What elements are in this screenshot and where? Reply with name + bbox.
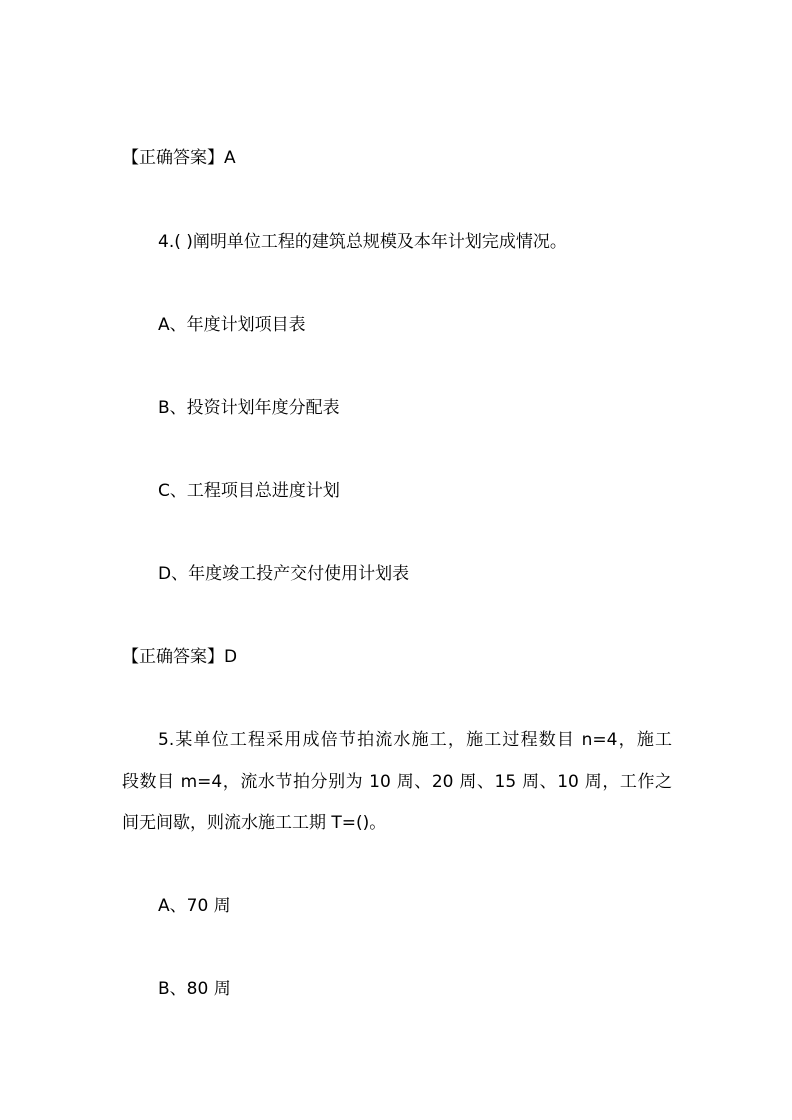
q4-option-a: A、年度计划项目表 — [158, 315, 306, 335]
q4-option-c: C、工程项目总进度计划 — [158, 481, 340, 501]
q5-option-b: B、80 周 — [158, 979, 231, 999]
q4-correct-answer: 【正确答案】D — [122, 647, 238, 667]
q5-stem-line-3: 间无间歇，则流水施工工期 T=()。 — [122, 813, 387, 833]
q3-correct-answer: 【正确答案】A — [122, 148, 236, 168]
q5-stem-line-2: 段数目 m=4，流水节拍分别为 10 周、20 周、15 周、10 周，工作之 — [122, 772, 672, 792]
q4-stem: 4.( )阐明单位工程的建筑总规模及本年计划完成情况。 — [158, 232, 567, 252]
q4-option-d: D、年度竣工投产交付使用计划表 — [158, 564, 410, 584]
q4-option-b: B、投资计划年度分配表 — [158, 398, 340, 418]
q5-stem-line-1: 5.某单位工程采用成倍节拍流水施工，施工过程数目 n=4，施工 — [158, 730, 672, 750]
q5-option-a: A、70 周 — [158, 896, 231, 916]
